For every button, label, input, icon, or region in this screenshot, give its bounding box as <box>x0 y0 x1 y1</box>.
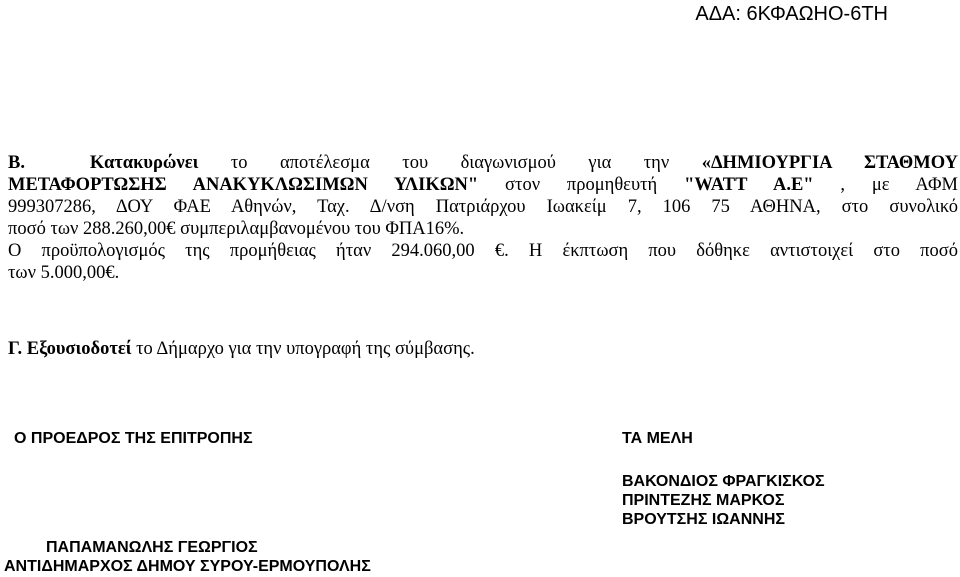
president-heading: Ο ΠΡΟΕΔΡΟΣ ΤΗΣ ΕΠΙΤΡΟΠΗΣ <box>14 430 253 447</box>
members-heading: ΤΑ ΜΕΛΗ <box>622 430 693 447</box>
vendor-name: "WATT A.E" <box>684 175 814 195</box>
section-c-lead: Εξουσιοδοτεί <box>26 339 132 359</box>
section-b-paragraph <box>8 152 958 284</box>
section-b-letter: Β. <box>8 153 25 173</box>
tender-title-part-2: ΜΕΤΑΦΟΡΤΩΣΗΣ ΑΝΑΚΥΚΛΩΣΙΜΩΝ ΥΛΙΚΩΝ" <box>8 175 479 195</box>
member-name: ΠΡΙΝΤΕΖΗΣ ΜΑΡΚΟΣ <box>622 492 785 509</box>
section-b-line-3: 999307286, ΔΟΥ ΦΑΕ Αθηνών, Ταχ. Δ/νση Πατριάρχου Ιωακείμ 7, 106 75 ΑΘΗΝΑ, στο συνολικό <box>8 197 958 217</box>
member-name: ΒΑΚΟΝΔΙΟΣ ΦΡΑΓΚΙΣΚΟΣ <box>622 473 825 490</box>
section-c-line <box>8 338 958 360</box>
members-list <box>622 472 825 529</box>
section-c-letter: Γ. <box>8 339 23 359</box>
section-b-line-2-end: , με ΑΦΜ <box>813 175 958 195</box>
section-b-line-4: ποσό των 288.260,00€ συμπεριλαμβανομένου του ΦΠΑ16%. <box>8 219 465 239</box>
section-b-line-2-text: στον προμηθευτή <box>478 175 685 195</box>
section-b-line-1 <box>8 152 958 174</box>
president-name: ΠΑΠΑΜΑΝΩΛΗΣ ΓΕΩΡΓΙΟΣ <box>46 539 258 556</box>
section-b-line-5: Ο προϋπολογισμός της προμήθειας ήταν 294.060,00 €. Η έκπτωση που δόθηκε αντιστοιχεί στο ποσό <box>8 241 958 261</box>
tender-title-part-1: «ΔΗΜΙΟΥΡΓΙΑ ΣΤΑΘΜΟΥ <box>701 153 959 173</box>
ada-code: ΑΔΑ: 6ΚΦΑΩΗΟ-6ΤΗ <box>695 3 888 25</box>
section-b-line-1-text: το αποτέλεσμα του διαγωνισμού για την <box>198 153 702 173</box>
member-name: ΒΡΟΥΤΣΗΣ ΙΩΑΝΝΗΣ <box>622 511 785 528</box>
section-b-line-6: των 5.000,00€. <box>8 263 120 283</box>
section-c-paragraph <box>8 338 958 360</box>
section-c-text: το Δήμαρχο για την υπογραφή της σύμβασης. <box>131 339 475 359</box>
president-title: ΑΝΤΙΔΗΜΑΡΧΟΣ ΔΗΜΟΥ ΣΥΡΟΥ-ΕΡΜΟΥΠΟΛΗΣ <box>4 558 371 575</box>
section-b-lead: Κατακυρώνει <box>89 153 199 173</box>
section-b-line-2 <box>8 174 958 196</box>
